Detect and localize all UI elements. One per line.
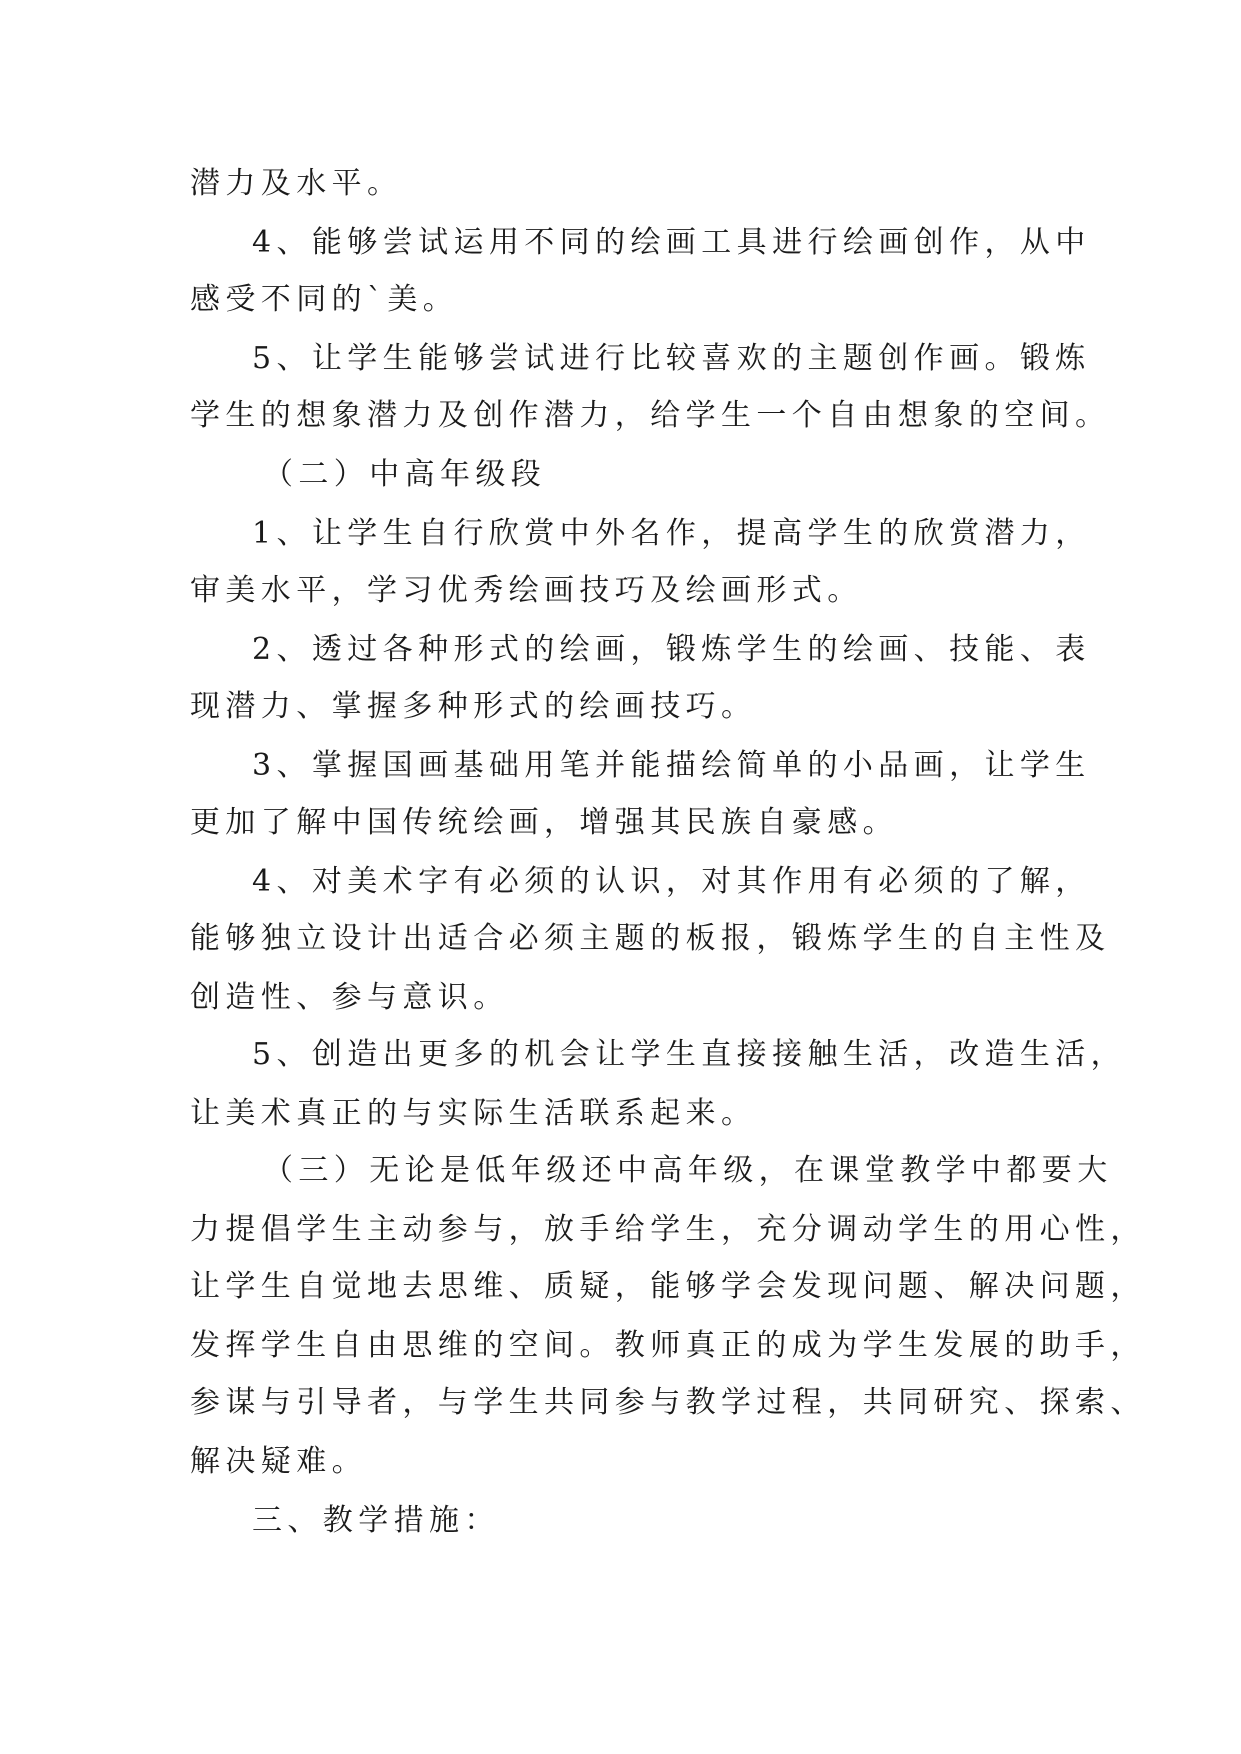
text-line: 审美水平，学习优秀绘画技巧及绘画形式。 [190, 573, 863, 608]
text-line: 5、让学生能够尝试进行比较喜欢的主题创作画。锻炼 [252, 341, 1091, 376]
text-line: 5、创造出更多的机会让学生直接接触生活，改造生活， [252, 1037, 1127, 1072]
text-line: 让学生自觉地去思维、质疑，能够学会发现问题、解决问题， [190, 1269, 1146, 1304]
text-line: 现潜力、掌握多种形式的绘画技巧。 [190, 689, 757, 724]
text-line: 4、对美术字有必须的认识，对其作用有必须的了解， [252, 864, 1091, 899]
text-line: 更加了解中国传统绘画，增强其民族自豪感。 [190, 805, 898, 840]
text-line: 参谋与引导者，与学生共同参与教学过程，共同研究、探索、 [190, 1385, 1146, 1420]
section-heading: （二）中高年级段 [263, 457, 547, 492]
text-line: 4、能够尝试运用不同的绘画工具进行绘画创作，从中 [252, 225, 1091, 260]
text-line: 能够独立设计出适合必须主题的板报，锻炼学生的自主性及 [190, 921, 1111, 956]
text-line: 解决疑难。 [190, 1444, 367, 1479]
text-line: 潜力及水平。 [190, 166, 403, 201]
section-heading: 三、教学措施： [252, 1503, 500, 1538]
text-line: 1、让学生自行欣赏中外名作，提高学生的欣赏潜力， [252, 516, 1091, 551]
text-line: （三）无论是低年级还中高年级，在课堂教学中都要大 [263, 1153, 1113, 1188]
text-line: 感受不同的`美。 [190, 282, 459, 317]
text-line: 发挥学生自由思维的空间。教师真正的成为学生发展的助手， [190, 1328, 1146, 1363]
text-line: 创造性、参与意识。 [190, 980, 509, 1015]
text-line: 2、透过各种形式的绘画，锻炼学生的绘画、技能、表 [252, 632, 1091, 667]
text-line: 学生的想象潜力及创作潜力，给学生一个自由想象的空间。 [190, 398, 1111, 433]
text-line: 让美术真正的与实际生活联系起来。 [190, 1096, 757, 1131]
text-line: 力提倡学生主动参与，放手给学生，充分调动学生的用心性， [190, 1212, 1146, 1247]
text-line: 3、掌握国画基础用笔并能描绘简单的小品画，让学生 [252, 748, 1091, 783]
